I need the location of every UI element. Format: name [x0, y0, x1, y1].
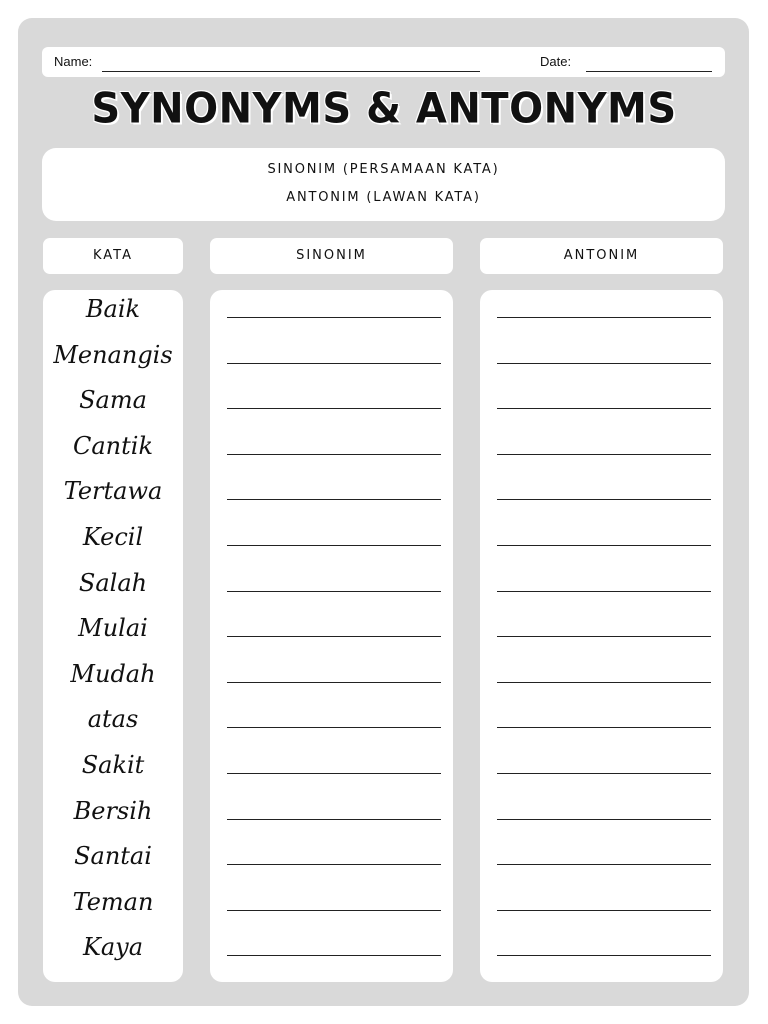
word-item: atas: [87, 705, 139, 734]
synonym-answer-line[interactable]: [227, 408, 441, 409]
synonym-answer-line[interactable]: [227, 363, 441, 364]
antonym-answer-line[interactable]: [497, 727, 711, 728]
word-item: Bersih: [73, 796, 153, 825]
column-header-kata: KATA: [43, 238, 183, 274]
word-item: Teman: [72, 887, 154, 916]
column-header-antonim: ANTONIM: [480, 238, 723, 274]
word-item: Cantik: [73, 431, 153, 460]
synonym-answer-line[interactable]: [227, 955, 441, 956]
antonym-answer-line[interactable]: [497, 499, 711, 500]
instructions-box: [42, 148, 725, 221]
word-item: Kaya: [82, 933, 144, 962]
antonym-answer-line[interactable]: [497, 317, 711, 318]
antonym-answer-line[interactable]: [497, 545, 711, 546]
antonym-answer-line[interactable]: [497, 819, 711, 820]
column-header-sinonim: SINONIM: [210, 238, 453, 274]
synonym-answer-line[interactable]: [227, 864, 441, 865]
synonym-answer-line[interactable]: [227, 682, 441, 683]
word-item: Santai: [74, 842, 152, 871]
instruction-antonym: ANTONIM (LAWAN KATA): [286, 190, 481, 205]
synonym-answer-line[interactable]: [227, 727, 441, 728]
word-item: Sama: [79, 386, 147, 415]
antonym-answer-line[interactable]: [497, 910, 711, 911]
word-item: Sakit: [81, 751, 145, 779]
antonym-answer-line[interactable]: [497, 591, 711, 592]
synonym-answer-panel: [210, 290, 453, 982]
name-label: Name:: [54, 54, 93, 69]
instruction-synonym: SINONIM (PERSAMAAN KATA): [267, 162, 500, 177]
date-label: Date:: [540, 54, 572, 69]
synonym-answer-line[interactable]: [227, 591, 441, 592]
word-item: Baik: [85, 295, 141, 323]
word-item: Kecil: [82, 523, 144, 551]
antonym-answer-line[interactable]: [497, 864, 711, 865]
name-field[interactable]: [102, 71, 480, 72]
antonym-answer-panel: [480, 290, 723, 982]
synonym-answer-line[interactable]: [227, 545, 441, 546]
antonym-answer-line[interactable]: [497, 955, 711, 956]
name-date-bar: [42, 47, 725, 77]
antonym-answer-line[interactable]: [497, 408, 711, 409]
synonym-answer-line[interactable]: [227, 819, 441, 820]
synonym-answer-line[interactable]: [227, 910, 441, 911]
antonym-answer-line[interactable]: [497, 682, 711, 683]
synonym-answer-line[interactable]: [227, 317, 441, 318]
word-item: Mudah: [70, 659, 156, 688]
word-list-panel: [43, 290, 183, 982]
date-field[interactable]: [586, 71, 712, 72]
synonym-answer-line[interactable]: [227, 454, 441, 455]
antonym-answer-line[interactable]: [497, 636, 711, 637]
synonym-answer-line[interactable]: [227, 499, 441, 500]
antonym-answer-line[interactable]: [497, 454, 711, 455]
antonym-answer-line[interactable]: [497, 363, 711, 364]
synonym-answer-line[interactable]: [227, 773, 441, 774]
word-item: Menangis: [53, 340, 173, 369]
synonym-answer-line[interactable]: [227, 636, 441, 637]
antonym-answer-line[interactable]: [497, 773, 711, 774]
word-item: Mulai: [78, 614, 148, 643]
page-title: SYNONYMS & ANTONYMS: [91, 84, 677, 134]
word-item: Tertawa: [63, 477, 163, 506]
word-item: Salah: [78, 568, 148, 597]
